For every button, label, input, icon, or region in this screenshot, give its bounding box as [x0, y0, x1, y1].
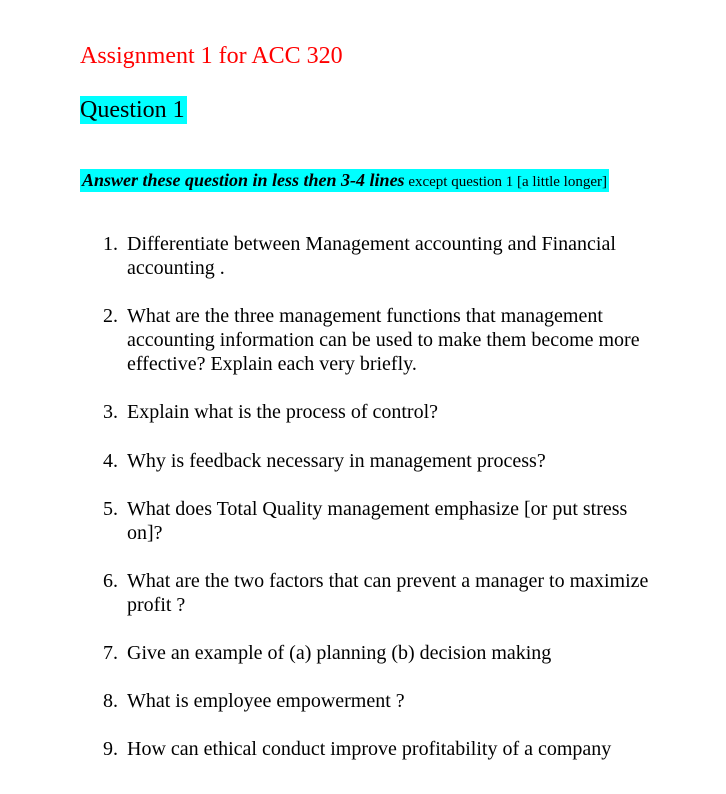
question-number: 2.: [103, 305, 118, 327]
question-number: 4.: [103, 450, 118, 472]
question-text: Differentiate between Management accounting and Financial accounting .: [127, 233, 616, 279]
question-text: Explain what is the process of control?: [127, 401, 439, 423]
question-item-9: [103, 737, 663, 761]
question-text: What does Total Quality management emphasize [or put stress on]?: [127, 498, 628, 544]
question-text: Give an example of (a) planning (b) decision making: [127, 642, 552, 664]
document-title: Assignment 1 for ACC 320: [80, 43, 343, 69]
question-number: 8.: [103, 690, 118, 712]
question-item-5: [103, 497, 663, 545]
question-item-4: [103, 449, 663, 473]
question-number: 9.: [103, 738, 118, 760]
question-item-1: [103, 232, 663, 280]
question-item-3: [103, 400, 663, 424]
instruction-emphasis: Answer these question in less then 3-4 lines: [82, 170, 405, 190]
question-number: 7.: [103, 642, 118, 664]
instruction-note: except question 1 [a little longer]: [404, 174, 607, 190]
question-heading: Question 1: [80, 97, 185, 123]
question-text: What are the three management functions that management accounting information can be used to make them become more effective? Explain each very briefly.: [127, 305, 640, 375]
question-number: 3.: [103, 401, 118, 423]
question-number: 6.: [103, 570, 118, 592]
question-item-7: [103, 641, 663, 665]
question-item-8: [103, 689, 663, 713]
question-text: Why is feedback necessary in management process?: [127, 450, 546, 472]
question-item-6: [103, 569, 663, 617]
question-item-2: [103, 304, 663, 376]
question-number: 5.: [103, 498, 118, 520]
question-text: What are the two factors that can prevent a manager to maximize profit ?: [127, 570, 649, 616]
question-number: 1.: [103, 233, 118, 255]
question-text: What is employee empowerment ?: [127, 690, 405, 712]
question-text: How can ethical conduct improve profitability of a company: [127, 738, 612, 760]
